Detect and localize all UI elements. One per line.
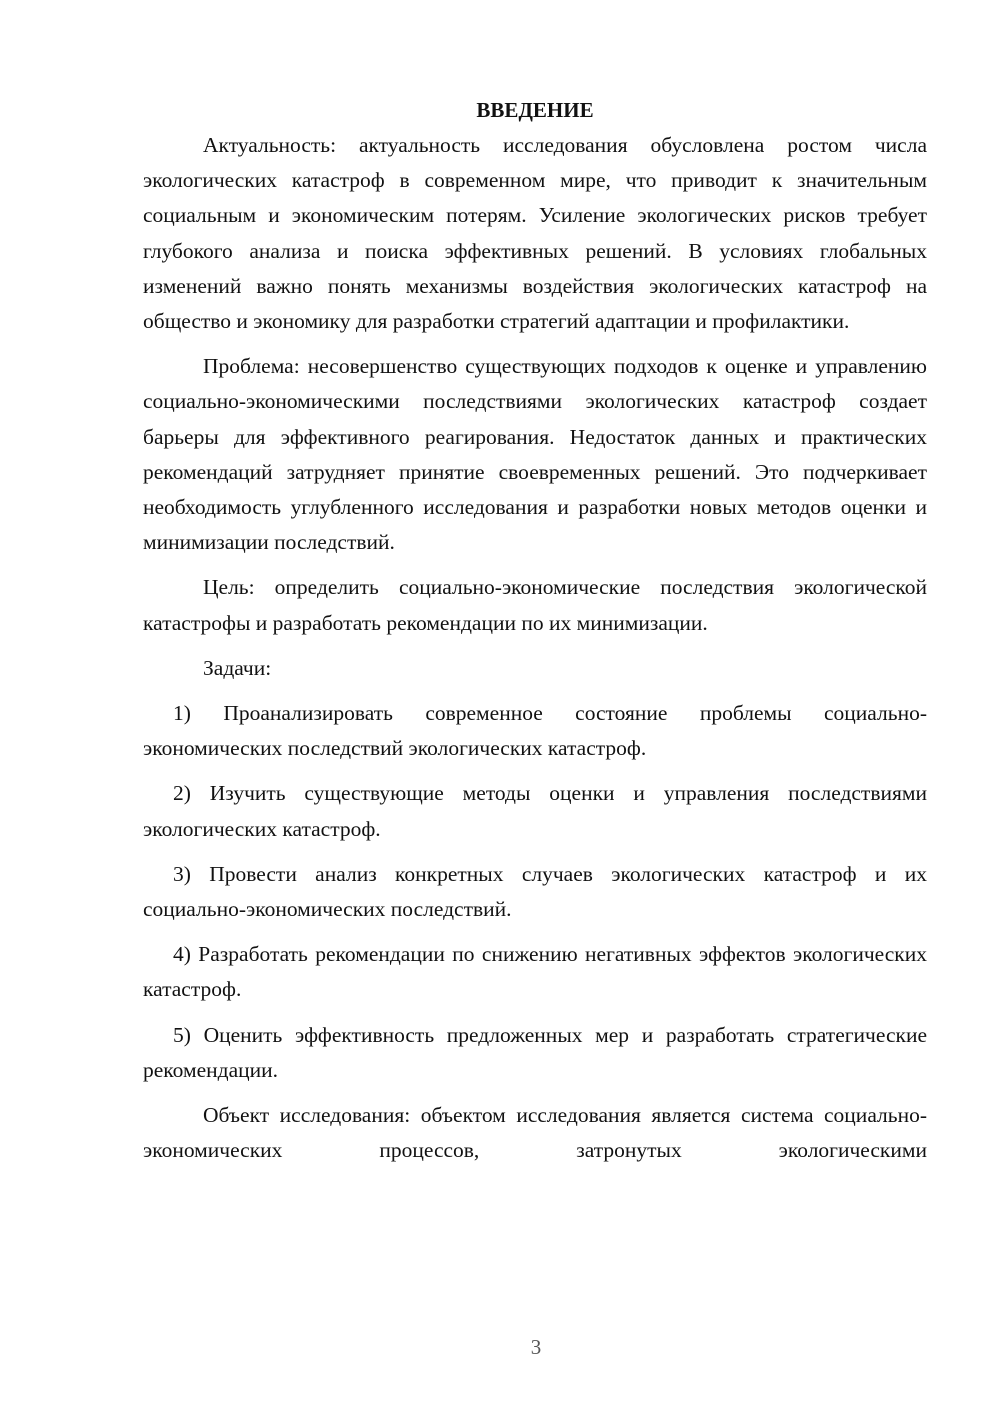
task-item-5: 5) Оценить эффективность предложенных мер и разработать стратегические рекомендации.	[143, 1022, 927, 1082]
paragraph-problem: Проблема: несовершенство существующих подходов к оценке и управлению социально-экономическими последствиями экологических катастроф создает барьеры для эффективного реагирования. Недостаток данных и практических рекомендаций затрудняет принятие своевременных решений. Это подчеркивает необходимость углубленного исследования и разработки новых методов оценки и минимизации последствий.	[143, 354, 927, 555]
paragraph-relevance: Актуальность: актуальность исследования обусловлена ростом числа экологических катастроф в современном мире, что приводит к значительным социальным и экономическим потерям. Усиление экологических рисков требует глубокого анализа и поиска эффективных решений. В условиях глобальных изменений важно понять механизмы воздействия экологических катастроф на общество и экономику для разработки стратегий адаптации и профилактики.	[143, 133, 927, 334]
paragraph-goal: Цель: определить социально-экономические последствия экологической катастрофы и разработать рекомендации по их минимизации.	[143, 575, 927, 635]
task-item-3: 3) Провести анализ конкретных случаев экологических катастроф и их социально-экономических последствий.	[143, 861, 927, 922]
section-title: ВВЕДЕНИЕ	[476, 98, 594, 122]
paragraph-tasks-heading: Задачи:	[203, 655, 272, 680]
task-item-2: 2) Изучить существующие методы оценки и управления последствиями экологических катастроф.	[143, 781, 927, 841]
paragraph-object: Объект исследования: объектом исследования является система социально-экономических процессов, затронутых экологическими	[143, 1103, 927, 1163]
document-body	[143, 93, 927, 1178]
page-number: 3	[530, 1335, 542, 1359]
task-item-1: 1) Проанализировать современное состояние проблемы социально-экономических последствий экологических катастроф.	[143, 701, 927, 761]
task-item-4: 4) Разработать рекомендации по снижению негативных эффектов экологических катастроф.	[143, 942, 927, 1002]
